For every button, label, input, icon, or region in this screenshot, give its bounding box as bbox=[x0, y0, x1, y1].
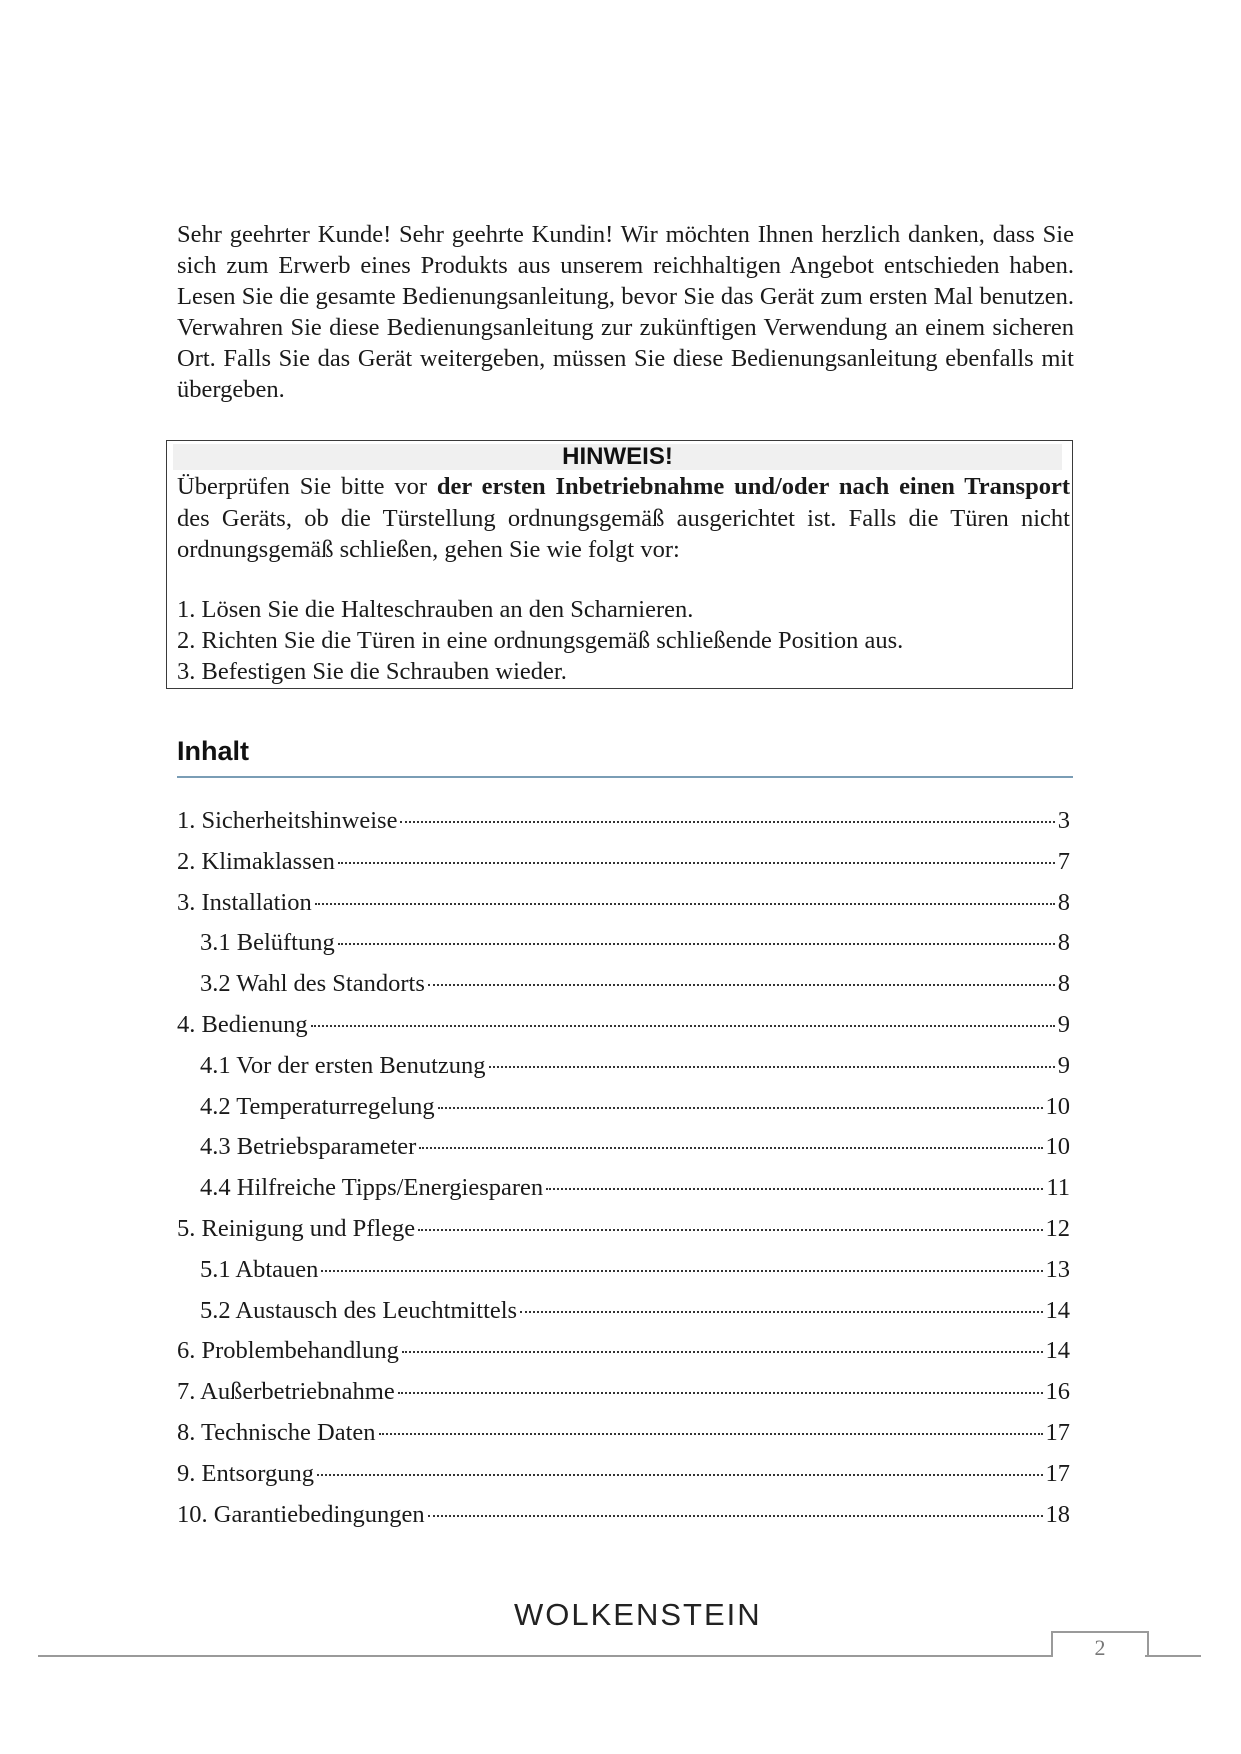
toc-entry[interactable] bbox=[177, 846, 1070, 887]
toc-entry-page: 17 bbox=[1045, 1418, 1070, 1446]
toc-entry-page: 8 bbox=[1057, 888, 1070, 916]
toc-subentry[interactable] bbox=[177, 1131, 1070, 1172]
toc-subentry[interactable] bbox=[177, 1091, 1070, 1132]
toc-entry-label: 10. Garantiebedingungen bbox=[177, 1500, 425, 1528]
toc-leader bbox=[428, 984, 1055, 986]
toc-entry-page: 8 bbox=[1057, 970, 1070, 998]
toc-entry-label: 4.4 Hilfreiche Tipps/Energiesparen bbox=[200, 1174, 544, 1202]
toc-leader bbox=[418, 1229, 1042, 1231]
toc-leader bbox=[419, 1147, 1042, 1149]
toc-leader bbox=[315, 903, 1055, 905]
toc-entry-page: 18 bbox=[1045, 1500, 1070, 1528]
toc-entry[interactable] bbox=[177, 1376, 1070, 1417]
toc-entry-label: 3.1 Belüftung bbox=[200, 929, 335, 957]
toc-entry-label: 2. Klimaklassen bbox=[177, 847, 335, 875]
notice-step: 3. Befestigen Sie die Schrauben wieder. bbox=[177, 658, 567, 685]
toc-entry-page: 17 bbox=[1045, 1459, 1070, 1487]
toc-leader bbox=[428, 1515, 1043, 1517]
toc-entry-label: 4.3 Betriebsparameter bbox=[200, 1133, 417, 1161]
toc-leader bbox=[321, 1270, 1042, 1272]
toc-entry-label: 8. Technische Daten bbox=[177, 1418, 376, 1446]
toc-entry-page: 16 bbox=[1045, 1378, 1070, 1406]
toc-entry-label: 5. Reinigung und Pflege bbox=[177, 1214, 416, 1242]
page-number: 2 bbox=[1094, 1635, 1106, 1660]
toc-entry-label: 7. Außerbetriebnahme bbox=[177, 1378, 395, 1406]
toc-leader bbox=[400, 821, 1054, 823]
toc-entry[interactable] bbox=[177, 1009, 1070, 1050]
toc-entry-label: 4.2 Temperaturregelung bbox=[200, 1092, 435, 1120]
toc-leader bbox=[402, 1351, 1043, 1353]
toc-entry-page: 3 bbox=[1057, 807, 1070, 834]
toc-entry-page: 7 bbox=[1057, 847, 1070, 875]
toc-entry[interactable] bbox=[177, 1458, 1070, 1499]
toc-leader bbox=[379, 1433, 1043, 1435]
toc-entry-page: 8 bbox=[1057, 929, 1070, 957]
toc-entry-page: 12 bbox=[1045, 1214, 1070, 1242]
toc-entry-label: 4.1 Vor der ersten Benutzung bbox=[200, 1051, 486, 1079]
toc-leader bbox=[546, 1188, 1043, 1190]
notice-text-bold: der ersten Inbetriebnahme und/oder nach einen Transport bbox=[436, 473, 1071, 500]
toc-leader bbox=[338, 862, 1055, 864]
toc-entry-page: 13 bbox=[1045, 1255, 1070, 1283]
footer-rule bbox=[1145, 1655, 1201, 1657]
toc-entry-label: 5.2 Austausch des Leuchtmittels bbox=[200, 1296, 518, 1324]
toc-entry-page: 9 bbox=[1057, 1010, 1070, 1038]
toc-entry[interactable] bbox=[177, 805, 1070, 846]
table-of-contents bbox=[177, 805, 1070, 1539]
toc-leader bbox=[311, 1025, 1055, 1027]
notice-text bbox=[177, 471, 1070, 566]
toc-divider bbox=[177, 776, 1073, 778]
toc-entry[interactable] bbox=[177, 1335, 1070, 1376]
toc-entry-page: 10 bbox=[1045, 1092, 1070, 1120]
toc-entry-label: 4. Bedienung bbox=[177, 1010, 308, 1038]
toc-entry-page: 9 bbox=[1057, 1051, 1070, 1079]
notice-text-part1: Überprüfen Sie bitte vor bbox=[177, 473, 437, 500]
notice-step: 2. Richten Sie die Türen in eine ordnungsgemäß schließende Position aus. bbox=[177, 627, 904, 654]
toc-subentry[interactable] bbox=[177, 927, 1070, 968]
toc-entry-page: 11 bbox=[1046, 1174, 1070, 1202]
toc-entry[interactable] bbox=[177, 1213, 1070, 1254]
notice-steps bbox=[177, 594, 1062, 687]
toc-entry-label: 3.2 Wahl des Standorts bbox=[200, 970, 425, 998]
toc-entry-page: 10 bbox=[1045, 1133, 1070, 1161]
toc-entry[interactable] bbox=[177, 887, 1070, 928]
toc-leader bbox=[438, 1107, 1043, 1109]
toc-entry-label: 5.1 Abtauen bbox=[200, 1255, 319, 1283]
toc-leader bbox=[338, 943, 1055, 945]
toc-subentry[interactable] bbox=[177, 968, 1070, 1009]
notice-box bbox=[166, 440, 1073, 689]
notice-title: HINWEIS! bbox=[173, 444, 1062, 470]
intro-paragraph: Sehr geehrter Kunde! Sehr geehrte Kundin! Wir möchten Ihnen herzlich danken, dass Sie sich zum Erwerb eines Produkts aus unserem reichhaltigen Angebot entschieden haben. Lesen Sie die gesamte Bedienungsanleitung, bevor Sie das Gerät zum ersten Mal benutzen. Verwahren Sie diese Bedienungsanleitung zur zukünftigen Verwendung an einem sicheren Ort. Falls Sie das Gerät weitergeben, müssen Sie diese Bedienungsanleitung ebenfalls mit übergeben. bbox=[177, 221, 1074, 403]
toc-heading: Inhalt bbox=[177, 736, 249, 766]
toc-leader bbox=[317, 1474, 1042, 1476]
toc-entry-label: 9. Entsorgung bbox=[177, 1459, 315, 1487]
toc-subentry[interactable] bbox=[177, 1254, 1070, 1295]
toc-subentry[interactable] bbox=[177, 1050, 1070, 1091]
toc-leader bbox=[489, 1066, 1055, 1068]
toc-entry-page: 14 bbox=[1045, 1296, 1070, 1324]
notice-text-part2: des Geräts, ob die Türstellung ordnungsgemäß ausgerichtet ist. Falls die Türen nicht ordnungsgemäß schließen, gehen Sie wie folgt vor: bbox=[177, 504, 1070, 563]
brand-logo: WOLKENSTEIN bbox=[514, 1597, 762, 1632]
toc-entry-label: 3. Installation bbox=[177, 888, 312, 916]
notice-step: 1. Lösen Sie die Halteschrauben an den Scharnieren. bbox=[177, 596, 694, 623]
toc-entry-label: 6. Problembehandlung bbox=[177, 1337, 399, 1365]
toc-leader bbox=[398, 1392, 1043, 1394]
toc-entry[interactable] bbox=[177, 1417, 1070, 1458]
toc-entry-page: 14 bbox=[1045, 1337, 1070, 1365]
toc-subentry[interactable] bbox=[177, 1295, 1070, 1336]
toc-subentry[interactable] bbox=[177, 1172, 1070, 1213]
toc-entry[interactable] bbox=[177, 1499, 1070, 1540]
toc-leader bbox=[520, 1311, 1042, 1313]
footer-rule bbox=[38, 1655, 1052, 1657]
toc-entry-label: 1. Sicherheitshinweise bbox=[177, 807, 398, 834]
